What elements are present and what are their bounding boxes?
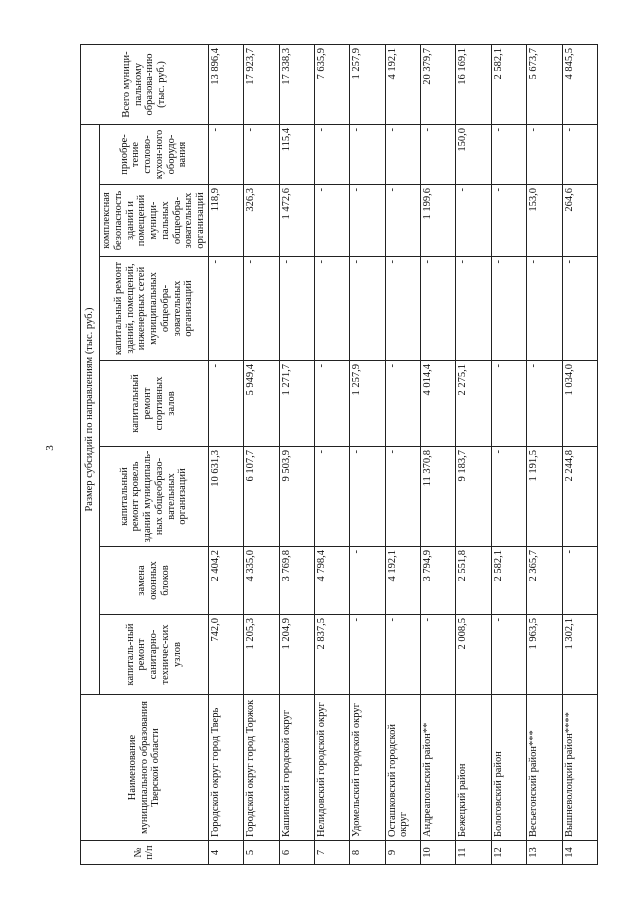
subsidy-value: 6 107,7 (244, 447, 279, 547)
subsidy-value: 2 404,2 (208, 547, 243, 615)
subsidy-value: 4 798,4 (314, 547, 349, 615)
row-number: 13 (527, 841, 562, 865)
subsidy-value: - (456, 257, 491, 361)
table-row (244, 44, 279, 864)
row-total: 17 338,3 (279, 44, 314, 124)
row-number: 4 (208, 841, 243, 865)
header-total: Всего муници-пальному образова-нию (тыс. руб.) (81, 44, 209, 124)
row-total: 2 582,1 (491, 44, 526, 124)
subsidy-value: 1 472,6 (279, 185, 314, 257)
subsidy-value: 115,4 (279, 124, 314, 184)
header-group: Размер субсидий по направлениям (тыс. руб.) (81, 124, 100, 694)
subsidy-value: - (456, 185, 491, 257)
subsidy-value: - (562, 257, 598, 361)
header-safety: комплексная безопасность зданий и помещений муници-пальных общеобра-зовательных организаций (100, 185, 209, 257)
subsidy-value: 1 302,1 (562, 615, 598, 695)
subsidy-value: 2 837,5 (314, 615, 349, 695)
table-row (491, 44, 526, 864)
row-number: 14 (562, 841, 598, 865)
subsidy-value: - (208, 361, 243, 447)
municipality-name: Городской округ город Тверь (208, 695, 243, 841)
municipality-name: Городской округ город Торжок (244, 695, 279, 841)
subsidy-value: - (385, 361, 420, 447)
municipality-name: Андреапольский район** (421, 695, 456, 841)
subsidy-value: 1 204,9 (279, 615, 314, 695)
subsidy-value: 5 949,4 (244, 361, 279, 447)
subsidy-value: - (350, 615, 385, 695)
header-gyms: капитальный ремонт спортивных залов (100, 361, 209, 447)
table-body (208, 44, 597, 864)
row-number: 6 (279, 841, 314, 865)
municipality-name: Удомельский городской округ (350, 695, 385, 841)
header-sanitary: капиталь-ный ремонт санитарно-техничес-ких узлов (100, 615, 209, 695)
page-number: 3 (44, 445, 56, 451)
subsidy-value: - (314, 124, 349, 184)
row-number: 5 (244, 841, 279, 865)
subsidy-value: - (279, 257, 314, 361)
subsidy-value: - (350, 547, 385, 615)
subsidy-value: 264,6 (562, 185, 598, 257)
subsidy-value: - (421, 124, 456, 184)
row-number: 12 (491, 841, 526, 865)
subsidy-value: 3 769,8 (279, 547, 314, 615)
row-number: 9 (385, 841, 420, 865)
row-total: 20 379,7 (421, 44, 456, 124)
subsidy-value: - (244, 124, 279, 184)
subsidy-value: 326,3 (244, 185, 279, 257)
subsidy-value: 4 192,1 (385, 547, 420, 615)
subsidy-value: - (491, 124, 526, 184)
table-row (208, 44, 243, 864)
subsidy-value: 2 365,7 (527, 547, 562, 615)
table-row (527, 44, 562, 864)
subsidy-value: 150,0 (456, 124, 491, 184)
subsidy-value: - (314, 361, 349, 447)
row-total: 4 192,1 (385, 44, 420, 124)
header-roofs: капитальный ремонт кровель зданий муниципаль-ных общеобразо-вательных организаций (100, 447, 209, 547)
subsidy-value: - (385, 124, 420, 184)
table-row (456, 44, 491, 864)
row-total: 5 673,7 (527, 44, 562, 124)
subsidy-value: - (314, 447, 349, 547)
header-kitchen: приобре-тение столово-кухон-ного оборудо-вания (100, 124, 209, 184)
municipality-name: Бежецкий район (456, 695, 491, 841)
subsidy-value: - (421, 257, 456, 361)
subsidy-value: - (208, 124, 243, 184)
header-name: Наименование муниципального образования Тверской области (81, 695, 209, 841)
subsidy-value: - (385, 615, 420, 695)
subsidy-value: - (421, 615, 456, 695)
header-num: № п/п (81, 841, 209, 865)
row-number: 10 (421, 841, 456, 865)
row-total: 16 169,1 (456, 44, 491, 124)
row-number: 8 (350, 841, 385, 865)
subsidy-value: 1 963,5 (527, 615, 562, 695)
row-total: 7 635,9 (314, 44, 349, 124)
subsidy-value: 2 275,1 (456, 361, 491, 447)
subsidy-value: - (385, 185, 420, 257)
row-total: 1 257,9 (350, 44, 385, 124)
subsidy-value: 1 271,7 (279, 361, 314, 447)
subsidy-value: 153,0 (527, 185, 562, 257)
subsidy-value: - (350, 447, 385, 547)
subsidy-value: - (491, 257, 526, 361)
table-row (562, 44, 598, 864)
municipality-name: Весьегонский район*** (527, 695, 562, 841)
row-number: 11 (456, 841, 491, 865)
subsidy-value: 742,0 (208, 615, 243, 695)
subsidy-value: 10 631,3 (208, 447, 243, 547)
subsidy-value: 11 370,8 (421, 447, 456, 547)
table-row (421, 44, 456, 864)
subsidy-value: 2 551,8 (456, 547, 491, 615)
subsidy-value: 1 205,3 (244, 615, 279, 695)
subsidy-value: - (350, 185, 385, 257)
subsidy-value: - (491, 447, 526, 547)
subsidy-value: - (350, 124, 385, 184)
subsidy-value: 4 335,0 (244, 547, 279, 615)
subsidy-value: - (314, 257, 349, 361)
row-total: 4 845,5 (562, 44, 598, 124)
subsidies-table (80, 44, 598, 865)
subsidy-value: - (491, 185, 526, 257)
table-row (350, 44, 385, 864)
subsidy-value: 3 794,9 (421, 547, 456, 615)
subsidy-value: 1 199,6 (421, 185, 456, 257)
subsidy-value: - (527, 361, 562, 447)
subsidy-value: 2 244,8 (562, 447, 598, 547)
row-total: 13 896,4 (208, 44, 243, 124)
subsidy-value: - (244, 257, 279, 361)
row-total: 17 923,7 (244, 44, 279, 124)
subsidy-value: - (491, 361, 526, 447)
subsidy-value: 9 183,7 (456, 447, 491, 547)
subsidy-value: 4 014,4 (421, 361, 456, 447)
municipality-name: Вышневолоцкий район**** (562, 695, 598, 841)
subsidy-value: - (314, 185, 349, 257)
subsidy-value: 1 257,9 (350, 361, 385, 447)
subsidy-value: - (562, 547, 598, 615)
table-row (314, 44, 349, 864)
municipality-name: Осташковский городской округ (385, 695, 420, 841)
rotated-table-container (80, 45, 598, 865)
subsidy-value: - (527, 124, 562, 184)
municipality-name: Бологовский район (491, 695, 526, 841)
subsidy-value: - (491, 615, 526, 695)
municipality-name: Кашинский городской округ (279, 695, 314, 841)
subsidy-value: 2 008,5 (456, 615, 491, 695)
table-row (385, 44, 420, 864)
subsidy-value: 118,9 (208, 185, 243, 257)
subsidy-value: - (562, 124, 598, 184)
subsidy-value: 2 582,1 (491, 547, 526, 615)
municipality-name: Нелидовский городской округ (314, 695, 349, 841)
subsidy-value: - (208, 257, 243, 361)
subsidy-value: - (385, 257, 420, 361)
subsidy-value: 1 191,5 (527, 447, 562, 547)
subsidy-value: 9 503,9 (279, 447, 314, 547)
subsidy-value: 1 034,0 (562, 361, 598, 447)
header-windows: замена оконных блоков (100, 547, 209, 615)
table-row (279, 44, 314, 864)
row-number: 7 (314, 841, 349, 865)
subsidy-value: - (527, 257, 562, 361)
subsidy-value: - (385, 447, 420, 547)
subsidy-value: - (350, 257, 385, 361)
header-buildings: капитальный ремонт зданий, помещений, инженерных сетей муниципальных общеобра-зовательных организаций (100, 257, 209, 361)
